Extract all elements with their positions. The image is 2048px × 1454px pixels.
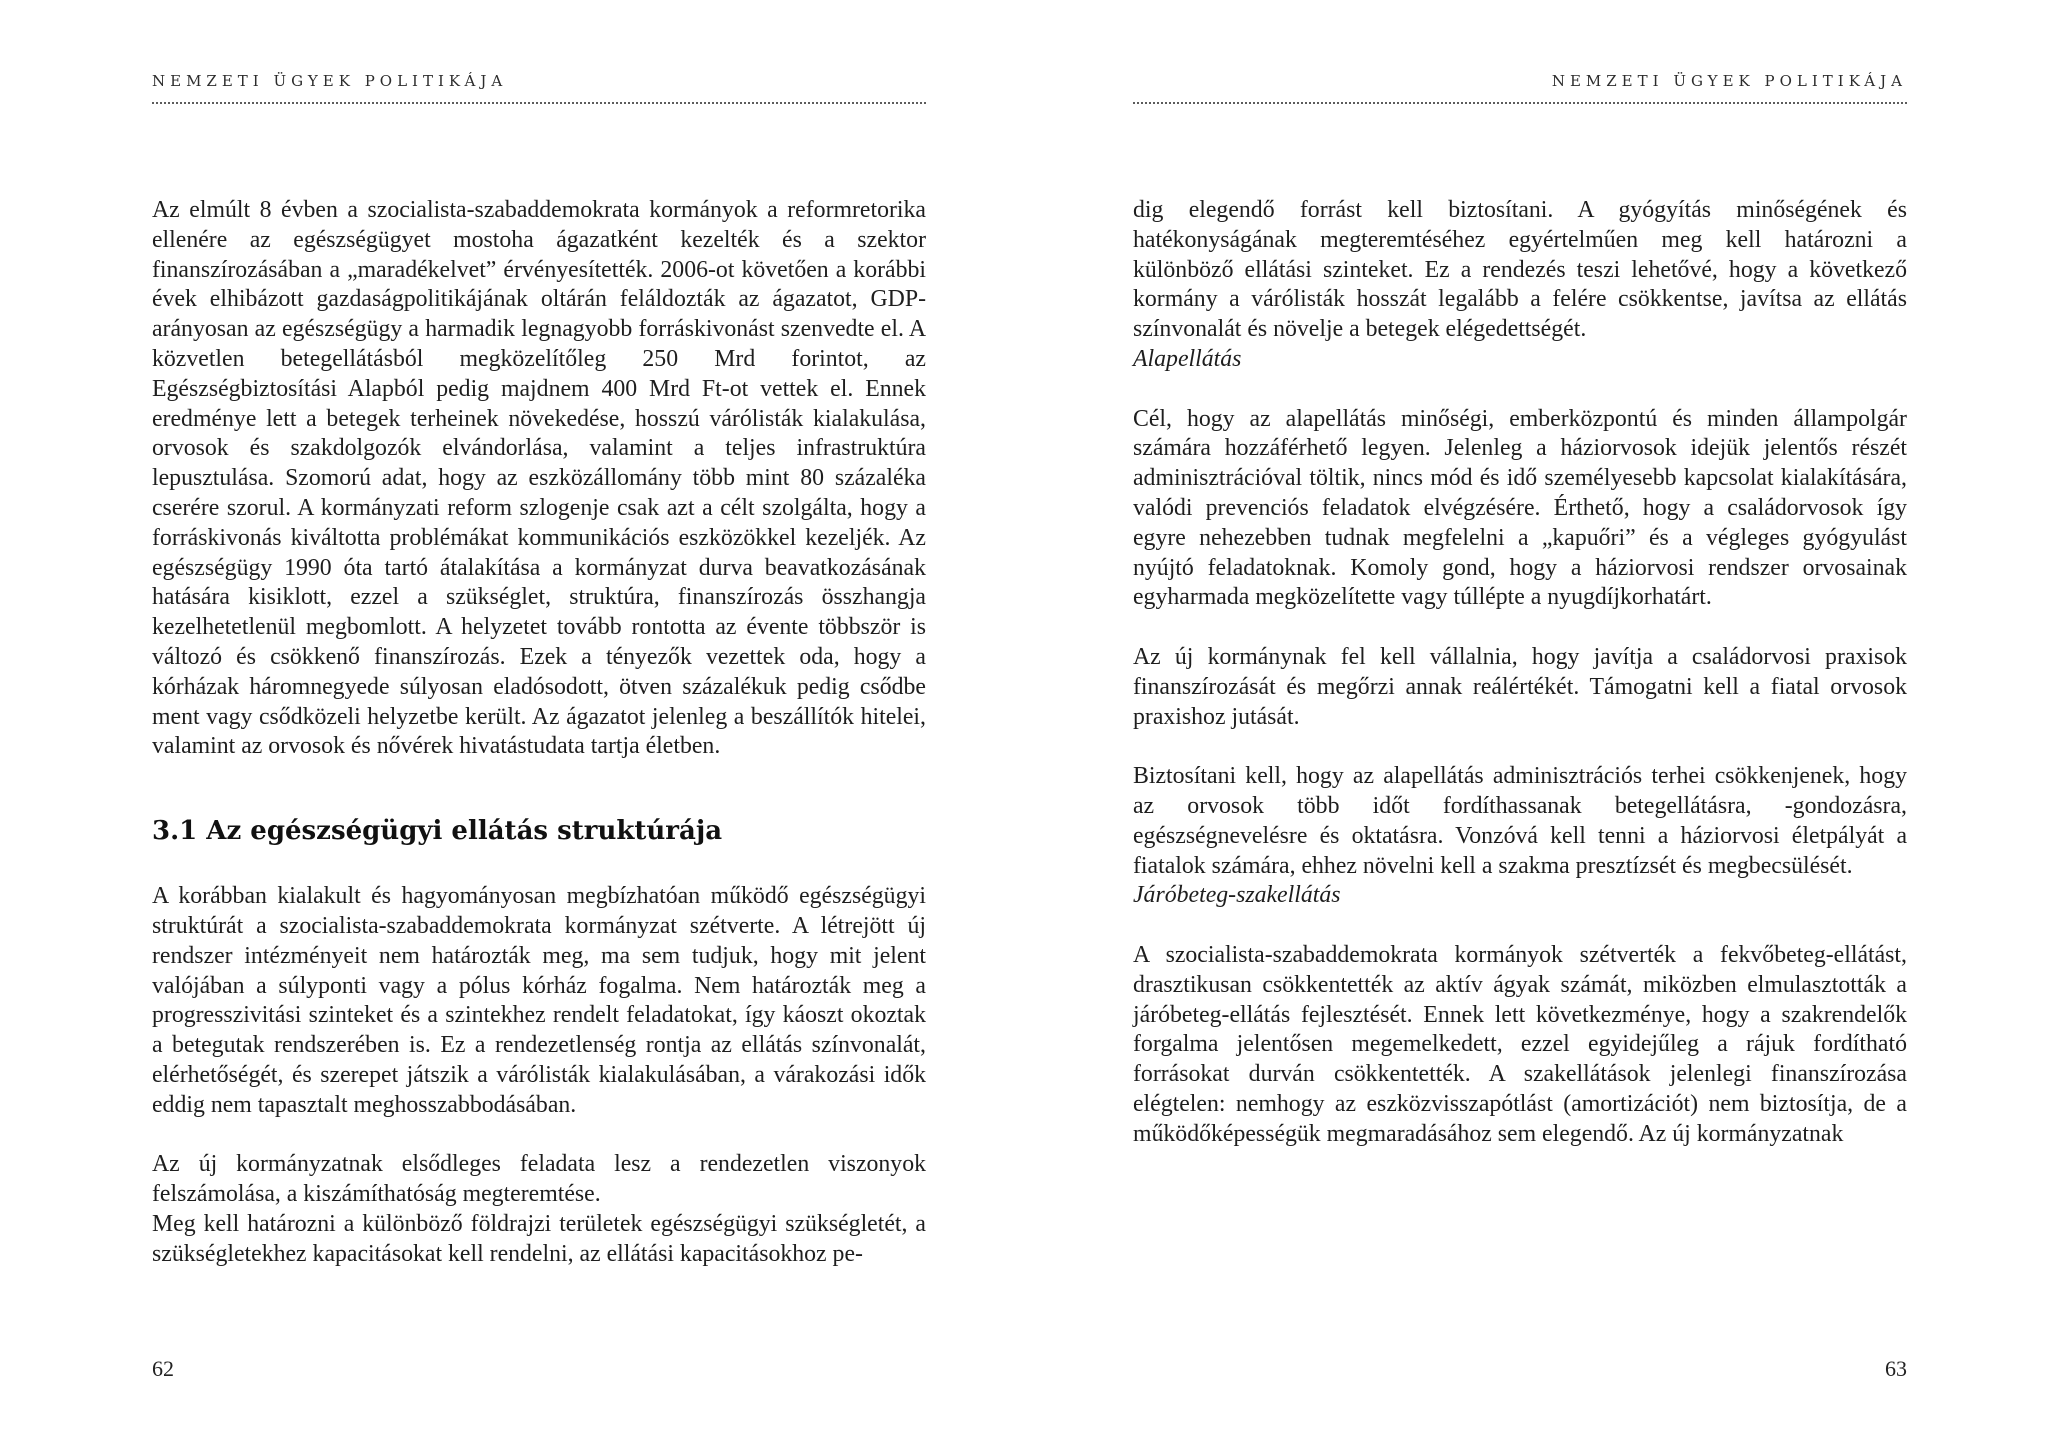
outpatient-paragraph: A szocialista-szabaddemokrata kormányok szétverték a fekvőbeteg-ellátást, drasztikusan csökkentették az aktív ágyak számát, miközben elmulasztották a járóbeteg-ellátás fejlesztését. Ennek lett következménye, hogy a szakrendelők forgalma jelentősen megemelkedett, ezzel egyidejűleg a rájuk fordítható forrásokat durván csökkentették. A szakellátások jelenlegi finanszírozása elégtelen: nemhogy az eszközvisszapótlást (amortizációt) nem biztosítja, de a működőképességük megmaradásához sem elegendő. Az új kormányzatnak (1133, 941, 1907, 1147)
structure-paragraph: A korábban kialakult és hagyományosan megbízhatóan működő egészségügyi struktúrát a szocialista-szabaddemokrata kormányzat szétverte. A létrejött új rendszer intézményeit nem határozták meg, ma sem tudjuk, hogy mit jelent valójában a súlyponti vagy a pólus kórház fogalma. Nem határozták meg a progresszivitási szinteket és a szintekhez rendelt feladatokat, így káoszt okoztak a betegutak rendszerében is. Ez a rendezetlenség rontja az ellátás színvonalát, elérhetőségét, és szerepet játszik a várólisták kialakulásában, a várakozási idők eddig nem tapasztalt meghosszabbodásában. (152, 883, 926, 1118)
financing-paragraph: Az új kormánynak fel kell vállalnia, hogy javítja a családorvosi praxisok finanszírozását és megőrzi annak reálértékét. Támogatni kell a fiatal orvosok praxishoz jutását. (1133, 643, 1907, 730)
funding-paragraph: dig elegendő forrást kell biztosítani. A gyógyítás minőségének és hatékonyságának megteremtéséhez egyértelműen meg kell határozni a különböző ellátási szinteket. Ez a rendezés teszi lehetővé, hogy a következő kormány a várólisták hosszát legalább a felére csökkentse, javítsa az ellátás színvonalát és növelje a betegek elégedettségét. (1133, 197, 1907, 343)
primary-care-paragraph: Cél, hogy az alapellátás minőségi, emberközpontú és minden állampolgár számára hozzáférhető legyen. Jelenleg a háziorvosok idejük jelentős részét adminisztrációval töltik, nincs mód és idő személyesebb kapcsolat kialakítására, valódi prevenciós feladatok elvégzésére. Érthető, hogy a családorvosok így egyre nehezebben tudnak megfelelni a „kapuőri” és a végleges gyógyulást nyújtó feladatoknak. Komoly gond, hogy a háziorvosi rendszer orvosainak egyharmada megközelítette vagy túllépte a nyugdíjkorhatárt. (1133, 405, 1907, 611)
right-page (1133, 0, 1907, 1454)
subheading-alapellatas: Alapellátás (1133, 345, 1242, 372)
left-page-body (152, 196, 926, 1270)
intro-paragraph: Az elmúlt 8 évben a szocialista-szabaddemokrata kormányok a reformretorika ellenére az egészségügyet mostoha ágazatként kezelték és a szektor finanszírozásában a „maradékelvet” érvényesítették. 2006-ot követően a korábbi évek elhibázott gazdaságpolitikájának oltárán feláldozták az ágazatot, GDP-arányosan az egészségügy a harmadik legnagyobb forráskivonást szenvedte el. A közvetlen betegellátásból megközelítőleg 250 Mrd forintot, az Egészségbiztosítási Alapból pedig majdnem 400 Mrd Ft-ot vettek el. Ennek eredménye lett a betegek terheinek növekedése, hosszú várólisták kialakulása, orvosok és szakdolgozók elvándorlása, valamint a teljes infrastruktúra lepusztulása. Szomorú adat, hogy az eszközállomány több mint 80 százaléka cserére szorul. A kormányzati reform szlogenje csak azt a célt szolgálta, hogy a forráskivonás kiváltotta problémákat kommunikációs eszközökkel kezeljék. Az egészségügy 1990 óta tartó átalakítása a kormányzat durva beavatkozásának hatására kisiklott, ezzel a szükséglet, struktúra, finanszírozás összhangja kezelhetetlenül megbomlott. A helyzetet tovább rontotta az évente többször is változó és csökkenő finanszírozás. Ezek a tényezők vezettek oda, hogy a kórházak háromnegyede súlyosan eladósodott, ötven százalékuk pedig csődbe ment vagy csődközeli helyzetbe került. Az ágazatot jelenleg a beszállítók hitelei, valamint az orvosok és nővérek hivatástudata tartja életben. (152, 197, 926, 760)
left-page (152, 0, 926, 1454)
capacity-paragraph: Meg kell határozni a különböző földrajzi területek egészségügyi szükségletét, a szükségletekhez kapacitásokat kell rendelni, az ellátási kapacitásokhoz pe- (152, 1210, 926, 1267)
admin-paragraph: Biztosítani kell, hogy az alapellátás adminisztrációs terhei csökkenjenek, hogy az orvosok több időt fordíthassanak betegellátásra, -gondozásra, egészségnevelésre és oktatásra. Vonzóvá kell tenni a háziorvosi életpályát a fiatalok számára, ehhez növelni kell a szakma presztízsét és megbecsülését. (1133, 763, 1907, 879)
subheading-jarobeteg: Járóbeteg-szakellátás (1133, 882, 1341, 909)
running-head-right: NEMZETI ÜGYEK POLITIKÁJA (1133, 72, 1907, 104)
task-paragraph: Az új kormányzatnak elsődleges feladata lesz a rendezetlen viszonyok felszámolása, a kiszámíthatóság megteremtése. (152, 1151, 926, 1208)
section-heading: 3.1 Az egészségügyi ellátás struktúrája (152, 816, 723, 847)
right-page-body (1133, 196, 1907, 1150)
page-number-left: 62 (152, 1356, 174, 1381)
running-head-left: NEMZETI ÜGYEK POLITIKÁJA (152, 72, 926, 104)
page-number-right: 63 (1885, 1356, 1907, 1381)
